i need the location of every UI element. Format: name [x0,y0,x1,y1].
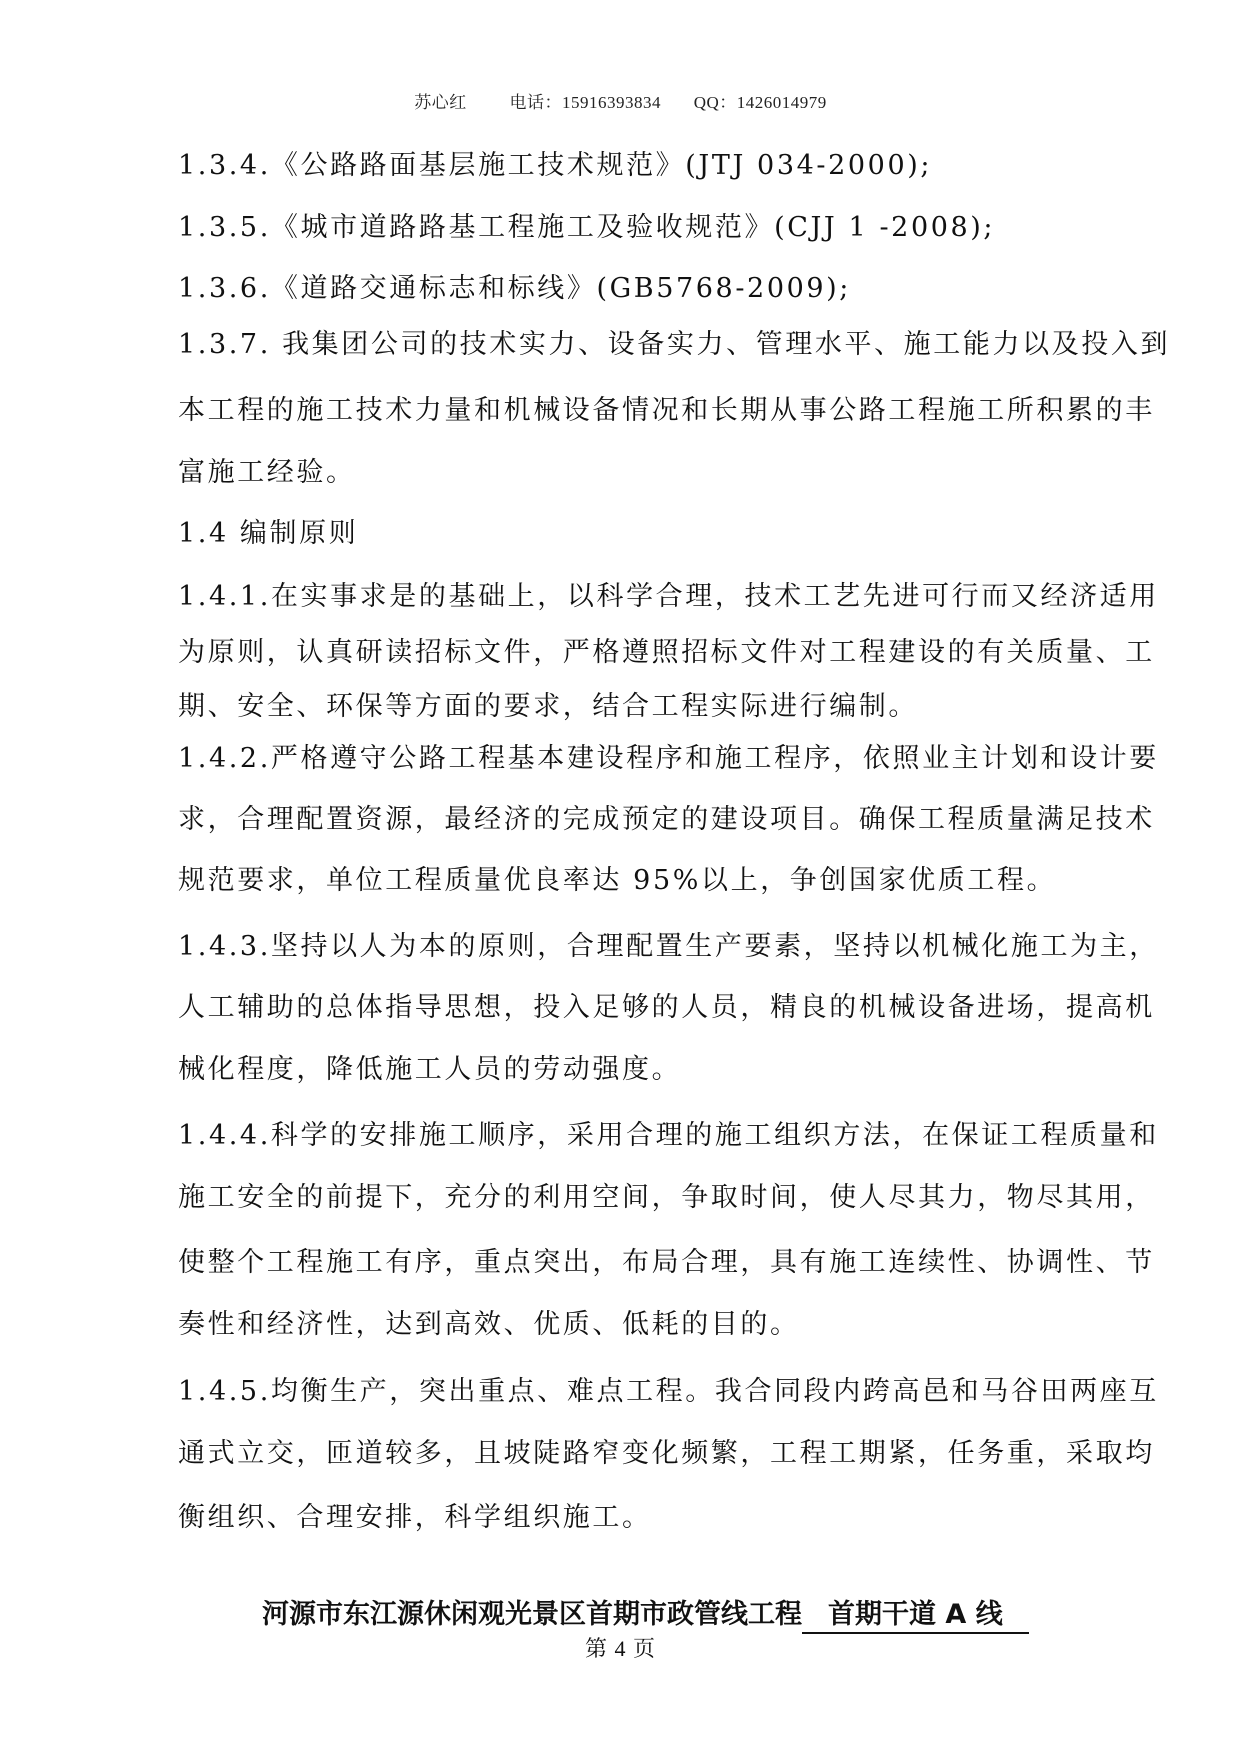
text-line: 奏性和经济性，达到高效、优质、低耗的目的。 [178,1309,800,1340]
footer-project-title [262,1592,1029,1634]
contact-qq: QQ：1426014979 [693,93,827,112]
text-line: 通式立交，匝道较多，且坡陡路窄变化频繁，工程工期紧，任务重，采取均 [178,1438,1155,1469]
text-line: 1.4.5.均衡生产，突出重点、难点工程。我合同段内跨高邑和马谷田两座互 [178,1376,1159,1407]
footer-section-name: 首期干道 A 线 [802,1592,1029,1634]
text-line: 规范要求，单位工程质量优良率达 95%以上，争创国家优质工程。 [178,865,1057,896]
text-line: 1.4.1.在实事求是的基础上，以科学合理，技术工艺先进可行而又经济适用 [178,581,1159,612]
text-line: 为原则，认真研读招标文件，严格遵照招标文件对工程建设的有关质量、工 [178,637,1155,668]
text-line: 使整个工程施工有序，重点突出，布局合理，具有施工连续性、协调性、节 [178,1247,1155,1278]
text-line: 1.3.4.《公路路面基层施工技术规范》(JTJ 034-2000); [178,150,933,181]
footer-project-name: 河源市东江源休闲观光景区首期市政管线工程 [262,1599,802,1630]
text-line: 1.4.3.坚持以人为本的原则，合理配置生产要素，坚持以机械化施工为主， [178,931,1159,962]
text-line: 人工辅助的总体指导思想，投入足够的人员，精良的机械设备进场，提高机 [178,992,1155,1023]
page-header [0,88,1241,113]
text-line: 1.3.6.《道路交通标志和标线》(GB5768-2009); [178,273,852,304]
text-line: 1.4.2.严格遵守公路工程基本建设程序和施工程序，依照业主计划和设计要 [178,743,1159,774]
text-line: 富施工经验。 [178,457,356,488]
text-line: 械化程度，降低施工人员的劳动强度。 [178,1054,682,1085]
text-line: 期、安全、环保等方面的要求，结合工程实际进行编制。 [178,691,918,722]
text-line: 1.4.4.科学的安排施工顺序，采用合理的施工组织方法，在保证工程质量和 [178,1120,1159,1151]
contact-name: 苏心红 [414,93,467,112]
text-line: 求，合理配置资源，最经济的完成预定的建设项目。确保工程质量满足技术 [178,804,1155,835]
contact-phone: 电话：15916393834 [509,93,661,112]
text-line: 本工程的施工技术力量和机械设备情况和长期从事公路工程施工所积累的丰 [178,395,1155,426]
text-line: 施工安全的前提下，充分的利用空间，争取时间，使人尽其力，物尽其用， [178,1182,1155,1213]
page-number: 第 4 页 [584,1636,656,1661]
section-heading: 1.4 编制原则 [178,518,359,549]
text-line: 1.3.5.《城市道路路基工程施工及验收规范》(CJJ 1 -2008); [178,212,996,243]
text-line: 衡组织、合理安排，科学组织施工。 [178,1502,652,1533]
text-line: 1.3.7. 我集团公司的技术实力、设备实力、管理水平、施工能力以及投入到 [178,329,1171,360]
